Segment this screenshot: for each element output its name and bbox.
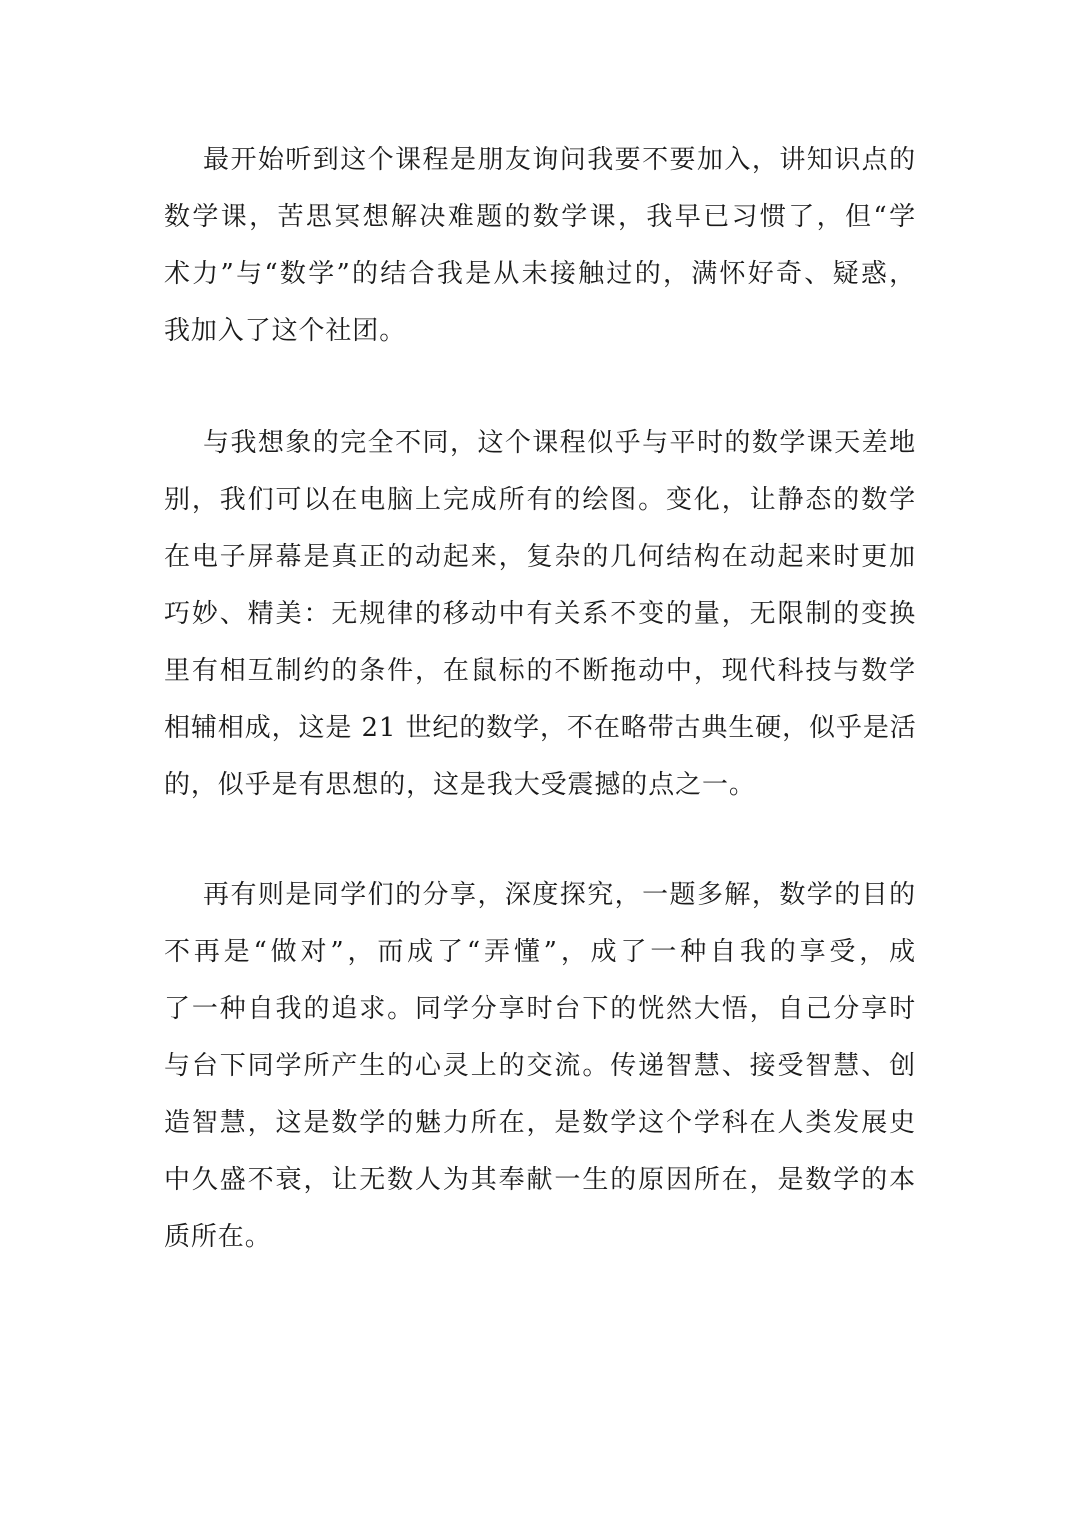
paragraph-line: 造智慧，这是数学的魅力所在，是数学这个学科在人类发展史 <box>164 1108 916 1138</box>
paragraph-2 <box>164 415 916 814</box>
paragraph-line: 中久盛不衰，让无数人为其奉献一生的原因所在，是数学的本 <box>164 1165 916 1195</box>
paragraph-line: 与我想象的完全不同，这个课程似乎与平时的数学课天差地 <box>203 428 916 458</box>
paragraph-line: 了一种自我的追求。同学分享时台下的恍然大悟，自己分享时 <box>164 994 916 1024</box>
paragraph-line: 在电子屏幕是真正的动起来，复杂的几何结构在动起来时更加 <box>164 542 916 572</box>
paragraph-line: 的，似乎是有思想的，这是我大受震撼的点之一。 <box>164 770 756 800</box>
paragraph-line: 相辅相成，这是 21 世纪的数学，不在略带古典生硬，似乎是活 <box>164 713 917 743</box>
paragraph-line: 与台下同学所产生的心灵上的交流。传递智慧、接受智慧、创 <box>164 1051 916 1081</box>
paragraph-line: 不再是“做对”，而成了“弄懂”，成了一种自我的享受，成 <box>164 937 916 967</box>
paragraph-line: 最开始听到这个课程是朋友询问我要不要加入，讲知识点的 <box>203 145 916 175</box>
paragraph-line: 巧妙、精美：无规律的移动中有关系不变的量，无限制的变换 <box>164 599 916 629</box>
paragraph-1 <box>164 132 916 360</box>
paragraph-line: 质所在。 <box>164 1222 272 1252</box>
paragraph-line: 我加入了这个社团。 <box>164 316 407 346</box>
paragraph-line: 数学课，苦思冥想解决难题的数学课，我早已习惯了，但“学 <box>164 202 916 232</box>
paragraph-3 <box>164 867 916 1266</box>
paragraph-line: 里有相互制约的条件，在鼠标的不断拖动中，现代科技与数学 <box>164 656 916 686</box>
paragraph-line: 别，我们可以在电脑上完成所有的绘图。变化，让静态的数学 <box>164 485 916 515</box>
paragraph-line: 术力”与“数学”的结合我是从未接触过的，满怀好奇、疑惑， <box>164 259 916 289</box>
paragraph-line: 再有则是同学们的分享，深度探究，一题多解，数学的目的 <box>203 880 916 910</box>
